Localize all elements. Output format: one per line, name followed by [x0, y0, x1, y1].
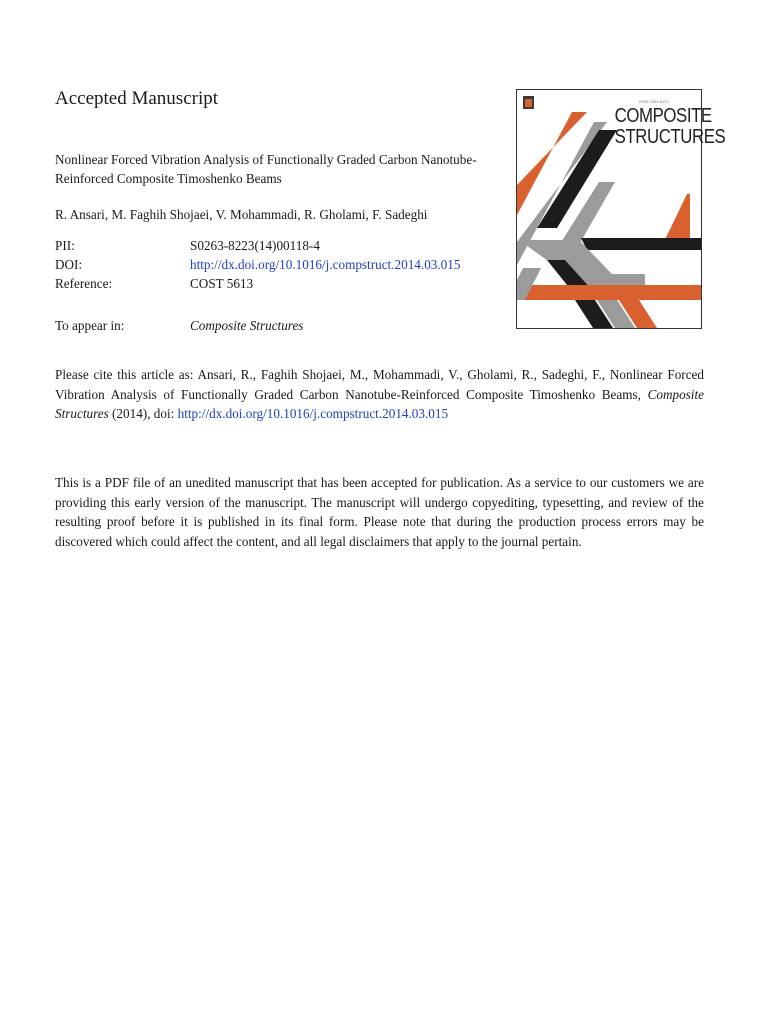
cover-title-line-2: STRUCTURES: [614, 126, 726, 148]
black-band: [581, 238, 701, 250]
article-title: Nonlinear Forced Vibration Analysis of Functionally Graded Carbon Nanotube-Reinforced Composite Timoshenko Beams: [55, 152, 477, 186]
page-heading: Accepted Manuscript: [55, 88, 219, 109]
citation-journal: Composite Structures: [55, 386, 704, 421]
citation-doi-link[interactable]: http://dx.doi.org/10.1016/j.compstruct.2014.03.015: [177, 406, 449, 421]
doi-row: [55, 255, 460, 274]
orange-band: [517, 285, 701, 300]
pii-label: PII:: [55, 238, 75, 253]
journal-name: Composite Structures: [190, 318, 304, 333]
appear-in-row: [55, 318, 303, 334]
article-metadata: [55, 236, 460, 293]
doi-label: DOI:: [55, 257, 83, 272]
black-band: [537, 130, 617, 228]
doi-link[interactable]: http://dx.doi.org/10.1016/j.compstruct.2014.03.015: [190, 257, 461, 272]
cover-journal-title: [614, 105, 726, 148]
grey-band: [583, 274, 645, 285]
citation-paragraph: [55, 365, 704, 424]
appear-in-label: To appear in:: [55, 318, 125, 333]
journal-cover-image: [516, 89, 726, 329]
cover-issn: ISSN 0263-8223: [639, 99, 669, 104]
pii-value: S0263-8223(14)00118-4: [190, 238, 320, 253]
cover-title-line-1: COMPOSITE: [614, 105, 712, 127]
article-authors: R. Ansari, M. Faghih Shojaei, V. Mohammadi, R. Gholami, F. Sadeghi: [55, 207, 428, 222]
reference-label: Reference:: [55, 276, 113, 291]
reference-value: COST 5613: [190, 276, 254, 291]
disclaimer-paragraph: This is a PDF file of an unedited manuscript that has been accepted for publication. As a service to our customers we are providing this early version of the manuscript. The manuscript will undergo copyediting, typesetting, and review of the resulting proof before it is published in its final form. Please note that during the production process errors may be discovered which could affect the content, and all legal disclaimers that apply to the journal pertain.: [55, 475, 704, 549]
pii-row: [55, 236, 460, 255]
citation-text: Please cite this article as: Ansari, R., Faghih Shojaei, M., Mohammadi, V., Gholami, R., Sadeghi, F., Nonlinear Forced Vibration Analysis of Functionally Graded Carbon Nanotube-Reinforced Composite Timoshenko Beams,: [55, 367, 704, 402]
reference-row: [55, 274, 460, 293]
citation-year: (2014), doi:: [108, 406, 178, 421]
